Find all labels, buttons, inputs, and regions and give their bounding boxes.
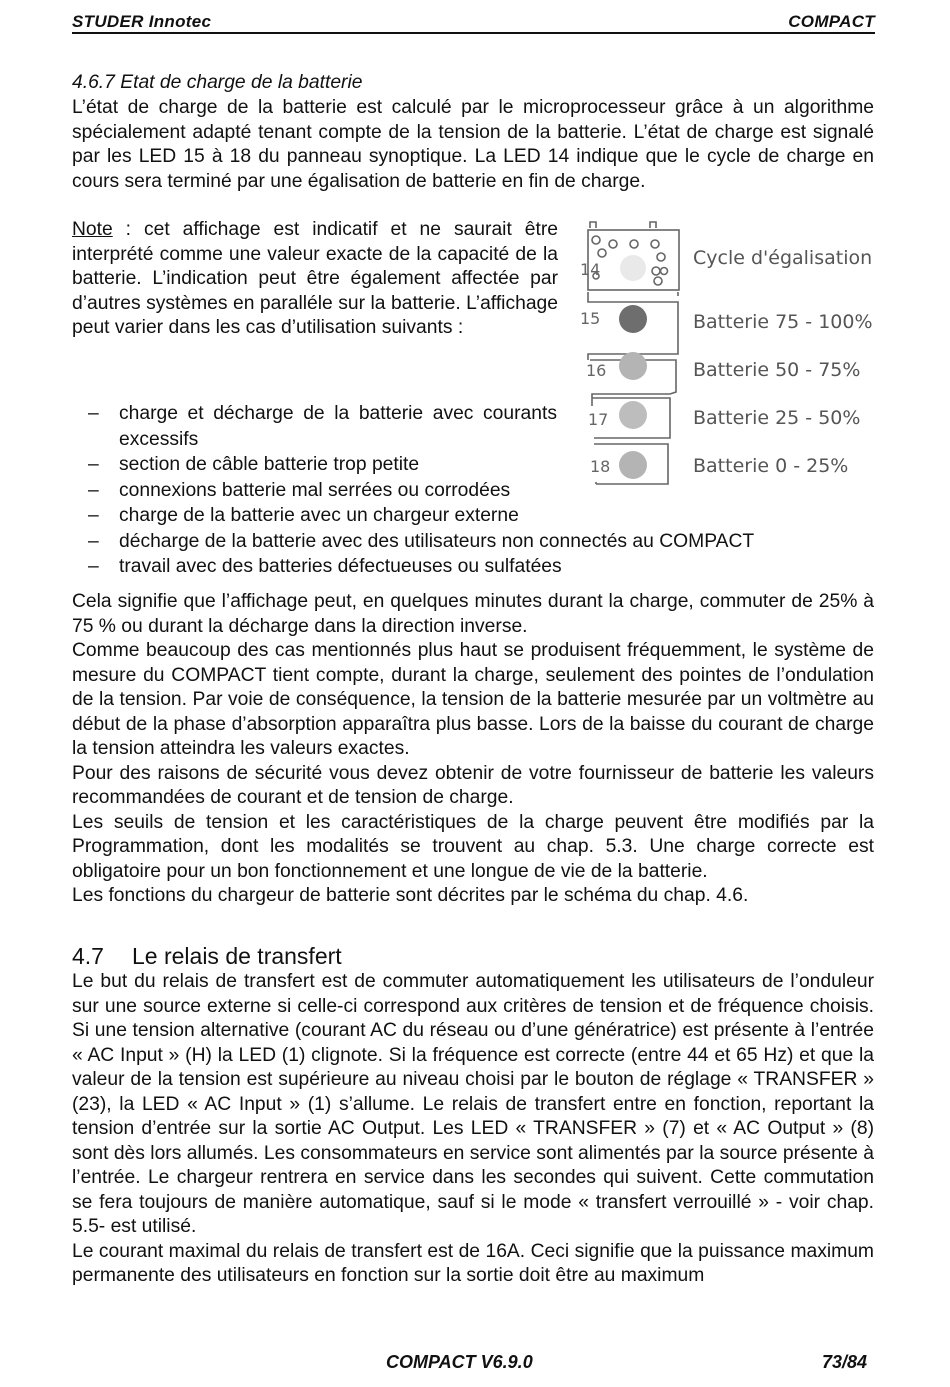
page-header (72, 10, 875, 34)
note-text: : cet affichage est indicatif et ne saurait être interprété comme une valeur exacte de la capacité de la batterie. L’indication peut être également affectée par d’autres systèmes en paralléle sur la batterie. L’affichage peut varier dans les cas d’utilisation suivants : (72, 219, 558, 338)
led-18-dot (619, 451, 647, 479)
led-number: 16 (586, 361, 607, 380)
paragraph: Les fonctions du chargeur de batterie sont décrites par le schéma du chap. 4.6. (72, 885, 749, 906)
paragraph: Comme beaucoup des cas mentionnés plus haut se produisent fréquemment, le système de mesure du COMPACT tient compte, durant la charge, seulement des pointes de l’ondulation de la tension. Par voie de conséquence, la tension de la batterie mesurée par un voltmètre au début de la phase d’absorption apparaîtra plus basse. Lors de la baisse du courant de charge la tension atteindra les valeurs exactes. (72, 640, 874, 759)
led-number: 18 (590, 457, 611, 476)
paragraphs-after-list (72, 590, 874, 909)
led-label: Batterie 50 - 75% (693, 359, 861, 381)
list-item: – connexions batterie mal serrées ou corrodées (88, 479, 511, 501)
led-label: Batterie 75 - 100% (693, 311, 873, 333)
section-title: Le relais de transfert (132, 943, 342, 969)
led-indicators (578, 214, 688, 494)
list-item: – décharge de la batterie avec des utilisateurs non connectés au COMPACT (88, 530, 755, 552)
led-15-dot (619, 305, 647, 333)
led-number: 14 (580, 260, 601, 279)
section-number: 4.7 (72, 943, 104, 969)
led-label: Cycle d'égalisation (693, 247, 873, 269)
paragraph: Le courant maximal du relais de transfert est de 16A. Ceci signifie que la puissance maximum permanente des utilisateurs en fonction sur la sortie doit être au maximum (72, 1240, 874, 1286)
led-number: 15 (580, 309, 601, 328)
subsection-title: 4.6.7 Etat de charge de la batterie (72, 72, 363, 93)
led-17-dot (619, 401, 647, 429)
page-number: 73/84 (822, 1352, 868, 1372)
list-item: – charge et décharge de la batterie avec courants excessifs (88, 403, 557, 450)
note-label: Note (72, 219, 113, 240)
led-14-dot (620, 255, 646, 281)
led-label: Batterie 0 - 25% (693, 455, 849, 477)
paragraph: Le but du relais de transfert est de commuter automatiquement les utilisateurs de l’onduleur sur une source externe si celle-ci correspond aux critères de tension et de fréquence choisis. Si une tension alternative (courant AC du réseau ou d’une génératrice) est présente à l’entrée « AC Input » (H) la LED (1) clignote. Si la fréquence est correcte (entre 44 et 65 Hz) et que la valeur de la tension est supérieure au niveau choisi par le bouton de réglage « TRANSFER » (23), la LED « AC Input » (1) s’allume. Le relais de transfert entre en fonction, reportant la tension d’entrée sur la sortie AC Output. Les LED « TRANSFER » (7) et « AC Output » (8) sont dès lors allumés. Les consommateurs en service sont alimentés par la source présente à l’entrée. Le chargeur rentrera en service dans les secondes qui suivent. Cette commutation se fera toujours de manière automatique, sauf si le mode « transfert verrouillé » - voir chap. 5.5- est utilisé. (72, 971, 874, 1237)
paragraph: Les seuils de tension et les caractéristiques de la charge peuvent être modifiés par la Programmation, dont les modalités se trouvent au chap. 5.3. Une charge correcte est obligatoire pour un bon fonctionnement et une longue de vie de la batterie. (72, 811, 874, 882)
header-company: STUDER Innotec (72, 12, 212, 31)
led-number: 17 (588, 410, 609, 429)
list-item: – travail avec des batteries défectueuses ou sulfatées (88, 556, 562, 577)
note-paragraph (72, 218, 558, 341)
led-16-dot (619, 352, 647, 380)
list-item: – section de câble batterie trop petite (88, 454, 420, 475)
led-label: Batterie 25 - 50% (693, 407, 861, 429)
section-heading (72, 942, 874, 970)
paragraph-intro: L’état de charge de la batterie est calculé par le microprocesseur grâce à un algorithme spécialement adapté tenant compte de la tension de la batterie. L’état de charge est signalé par les LED 15 à 18 du panneau synoptique. La LED 14 indique que le cycle de charge en cours sera terminé par une égalisation de batterie en fin de charge. (72, 97, 874, 192)
section-body (72, 970, 874, 1289)
paragraph: Pour des raisons de sécurité vous devez obtenir de votre fournisseur de batterie les valeurs recommandées de courant et de tension de charge. (72, 762, 874, 808)
list-item: – charge de la batterie avec un chargeur externe (88, 505, 519, 526)
led-panel-diagram (578, 214, 878, 494)
header-product: COMPACT (788, 12, 875, 31)
footer-product: COMPACT V6.9.0 (386, 1352, 533, 1372)
paragraph: Cela signifie que l’affichage peut, en quelques minutes durant la charge, commuter de 25% à 75 % ou durant la décharge dans la direction inverse. (72, 591, 874, 637)
